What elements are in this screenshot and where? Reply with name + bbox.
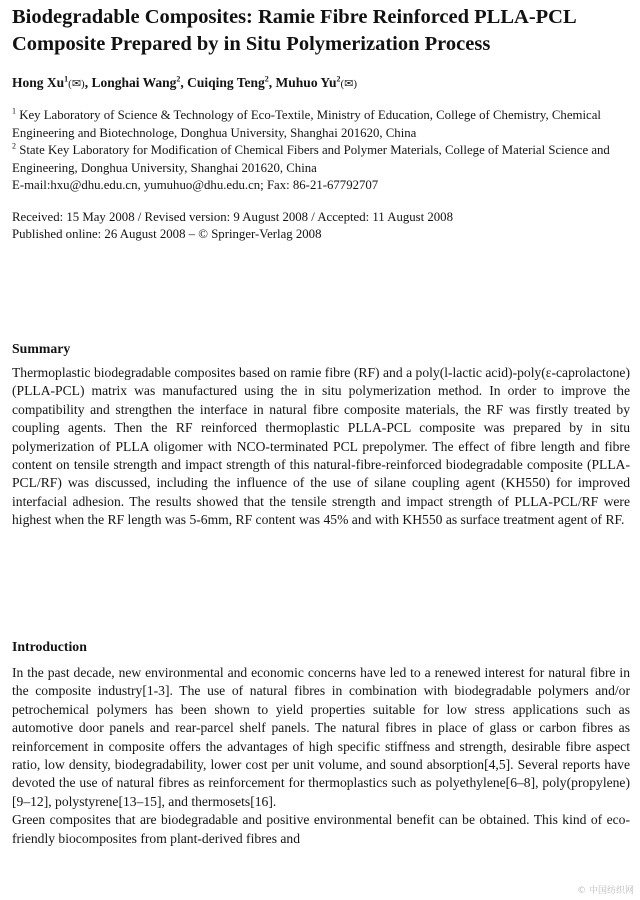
email-icon: (✉): [68, 78, 85, 90]
affiliation-2: $^2$ State Key Laboratory for Modification of Chemical Fibers and Polymer Materials, College of Material Science and Engineering, Donghua University, Shanghai 201620, China: [12, 141, 610, 175]
introduction-text: [12, 664, 630, 848]
publication-dates: [12, 209, 630, 244]
paper-title: Biodegradable Composites: Ramie Fibre Reinforced PLLA-PCL Composite Prepared by in Situ Polymerization Process: [12, 6, 576, 55]
intro-paragraph-2: Green composites that are biodegradable and positive environmental benefit can be obtained. This kind of eco-friendly biocomposites from plant-derived fibres and: [12, 812, 630, 846]
paper-page: [12, 4, 630, 846]
author-name: Muhuo Yu: [275, 75, 337, 90]
author-name: Cuiqing Teng: [187, 75, 265, 90]
intro-paragraph-1: In the past decade, new environmental and economic concerns have led to a renewed interest for natural fibre in the composite industry[1-3]. The use of natural fibres in combination with biodegradable polymers and/or petrochemical polymers has been shown to yield properties suitable for low stress applications such as automotive door panels and rear-parcel shelf panels. The natural fibres in place of glass or carbon fibres as reinforcement in composite offers the advantages of high specific stiffness and strength, desirable fibre aspect ratio, low density, biodegradability, lower cost per unit volume, and sound absorption[4,5]. Several reports have devoted the use of natural fibres as reinforcement for thermoplastics such as polyethylene[6–8], poly(propylene)[9–12], polystyrene[13–15], and thermosets[16].: [12, 665, 630, 809]
email-icon: (✉): [340, 78, 358, 90]
watermark: © 中国纺织网: [577, 886, 634, 896]
contact-email: E-mail:hxu@dhu.edu.cn, yumuhuo@dhu.edu.cn; Fax: 86-21-67792707: [12, 178, 379, 192]
author-list: Hong Xu$^1$(✉), Longhai Wang$^2$, Cuiqing Teng$^2$, Muhuo Yu$^2$(✉): [12, 74, 358, 90]
author-name: Longhai Wang: [91, 75, 177, 90]
published-online: Published online: 26 August 2008 – © Springer-Verlag 2008: [12, 227, 322, 241]
introduction-heading: Introduction: [12, 639, 87, 654]
affiliation-1: $^1$ Key Laboratory of Science & Technology of Eco-Textile, Ministry of Education, College of Chemistry, Chemical Engineering and Biotechnologe, Donghua University, Shanghai 201620, China: [12, 106, 601, 140]
received-dates: Received: 15 May 2008 / Revised version: 9 August 2008 / Accepted: 11 August 2008: [12, 209, 453, 224]
author-name: Hong Xu: [12, 75, 65, 90]
affiliations: [12, 107, 630, 195]
summary-heading: Summary: [12, 341, 71, 356]
summary-text: Thermoplastic biodegradable composites based on ramie fibre (RF) and a poly(l-lactic acid)-poly(ε-caprolactone) (PLLA-PCL) matrix was manufactured using the in situ polymerization method. In order to improve the compatibility and strengthen the interface in natural fibre composite materials, the RF was firstly treated by coupling agents. Then the RF reinforced thermoplastic PLLA-PCL composite was prepared by in situ polymerization of PLLA oligomer with NCO-terminated PCL prepolymer. The effect of fibre length and fibre content on tensile strength and impact strength of this natural-fibre-reinforced biodegradable composite (PLLA-PCL/RF) was discussed, including the influence of the use of silane coupling agent (KH550) for improved interfacial adhesion. The results showed that the tensile strength and impact strength of PLLA-PCL/RF were highest when the RF length was 5-6mm, RF content was 45% and with KH550 as surface treatment agent of RF.: [12, 365, 630, 528]
